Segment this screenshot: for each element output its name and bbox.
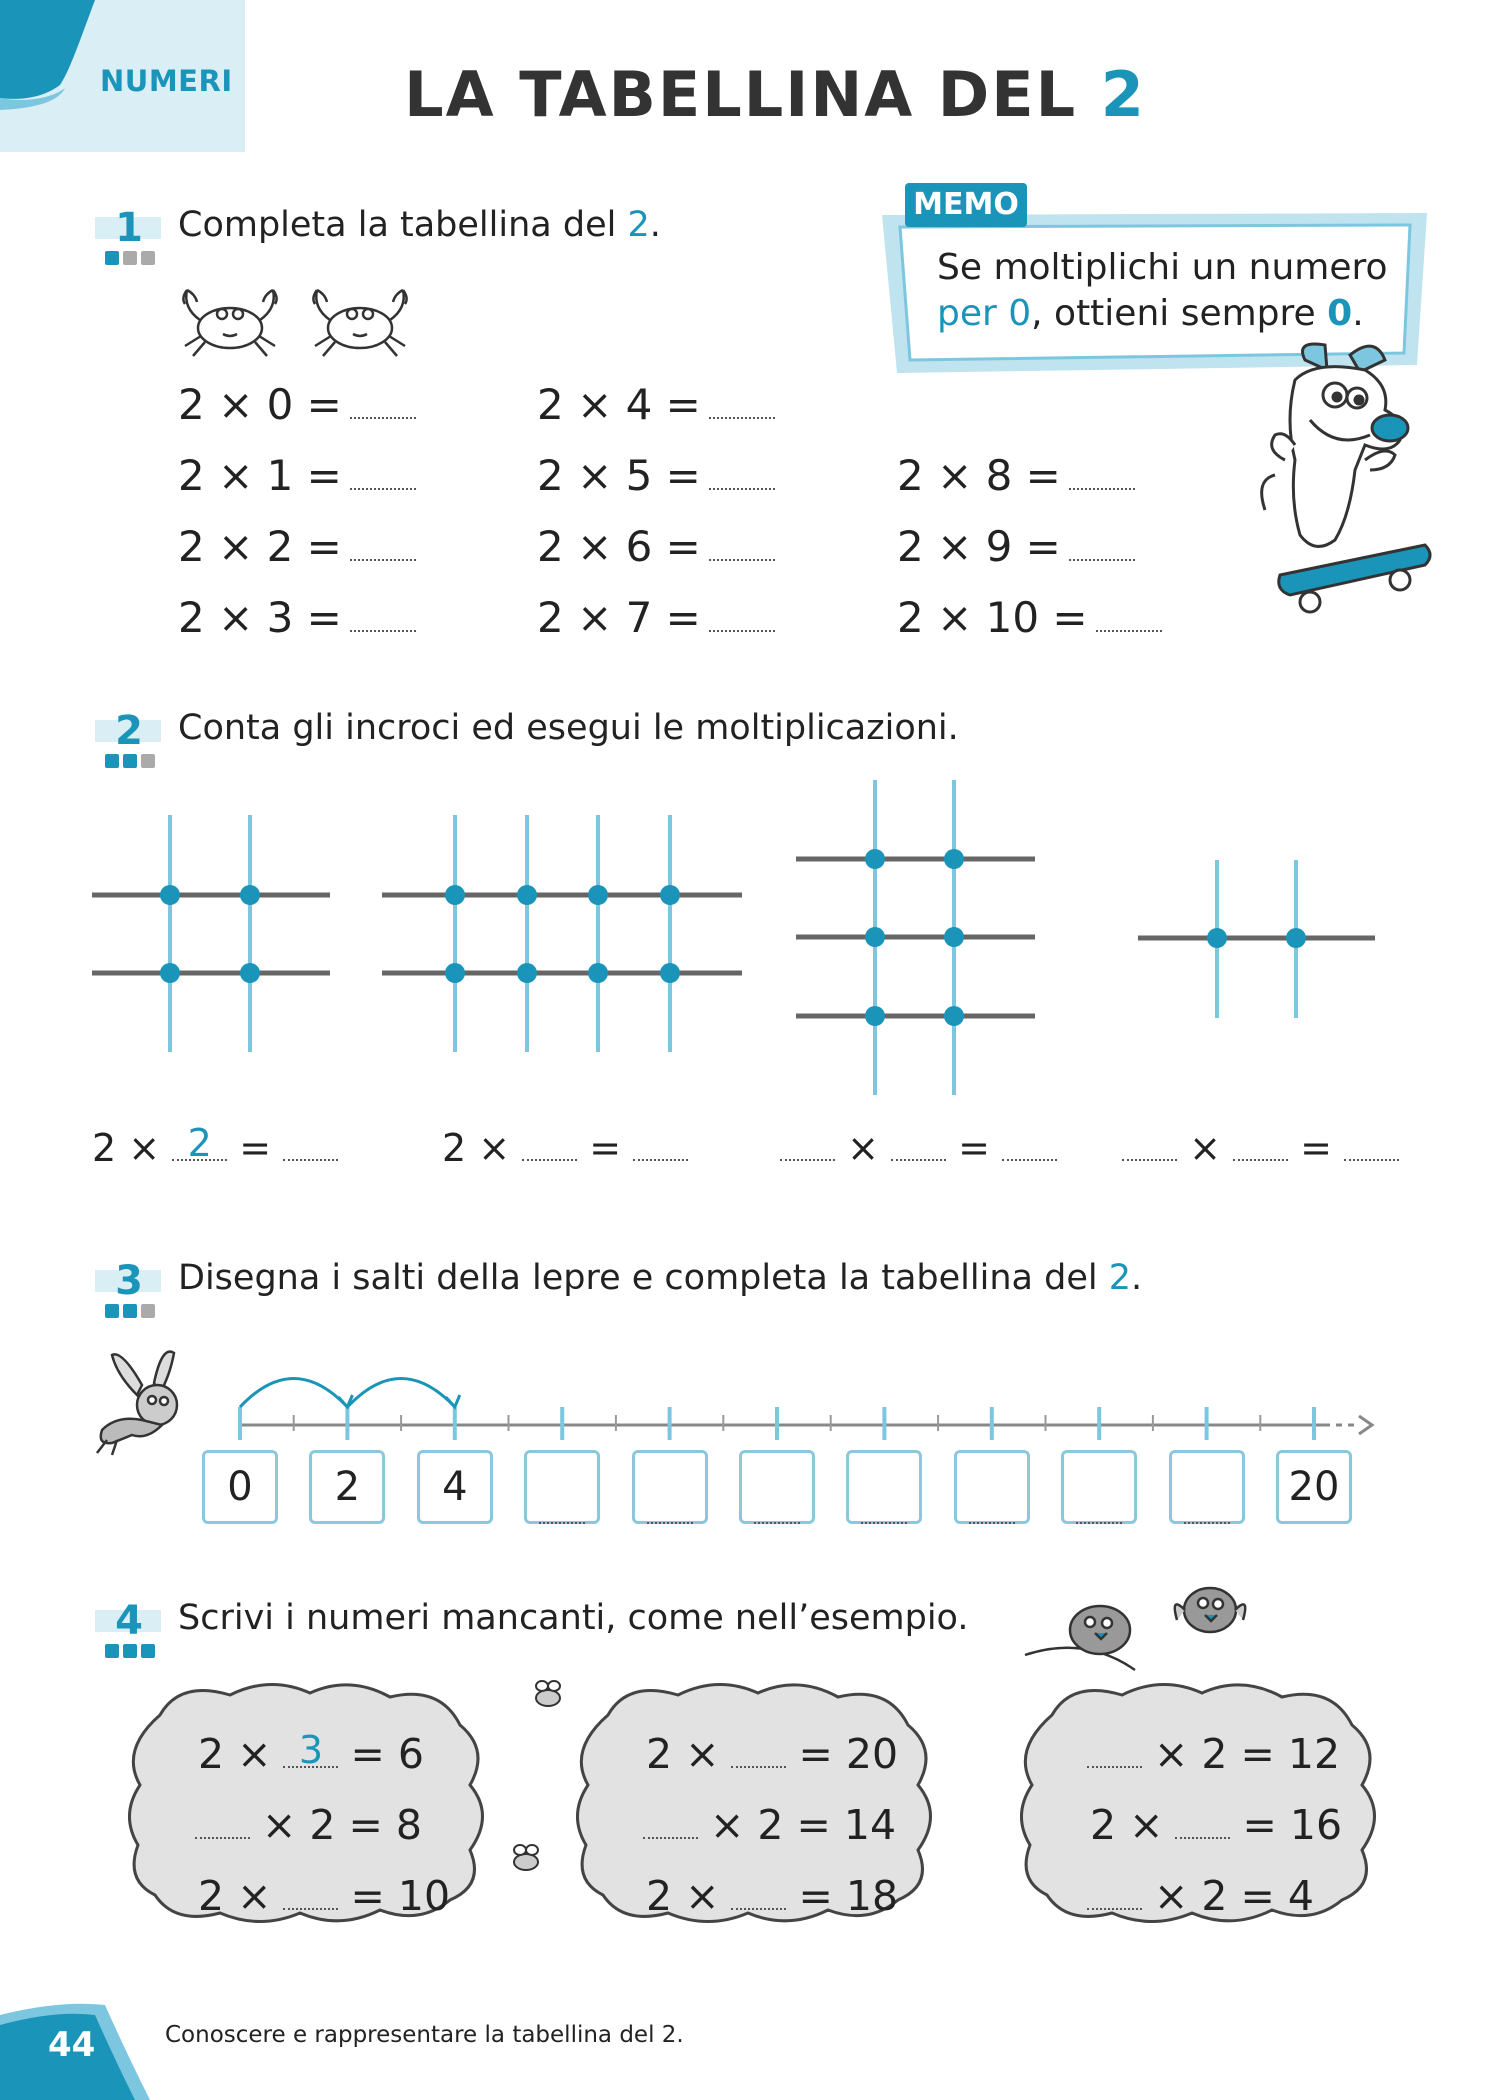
number-box-empty[interactable] <box>954 1450 1030 1524</box>
crossing-dot <box>240 963 260 983</box>
subject-label: NUMERI <box>100 64 233 98</box>
equation: 2 × 10 = <box>897 593 1162 664</box>
crossing-dot <box>660 885 680 905</box>
number-box-empty[interactable] <box>1061 1450 1137 1524</box>
grid-2-answer-label: 2 × = <box>442 1126 688 1170</box>
grid-3-answer-label: × = <box>780 1126 1057 1170</box>
number-box: 20 <box>1276 1450 1352 1524</box>
crossing-dot <box>240 885 260 905</box>
crossing-dot <box>445 885 465 905</box>
cloud-equation: × 2 = 14 <box>643 1801 896 1849</box>
birds-illustration <box>1015 1575 1255 1685</box>
jump-arc <box>240 1379 347 1408</box>
page-title <box>0 58 1500 131</box>
cloud-equation: 2 × = 16 <box>1090 1801 1343 1849</box>
crossing-dot <box>1286 928 1306 948</box>
equation: 2 × 2 = <box>178 522 416 593</box>
footer-caption: Conoscere e rappresentare la tabellina del 2. <box>165 2022 684 2048</box>
memo-text: Se moltiplichi un numero per 0, ottieni sempre 0. <box>937 247 1388 334</box>
bee-icon <box>506 1840 546 1876</box>
memo-title: MEMO <box>905 183 1027 227</box>
bee-icon <box>528 1676 568 1712</box>
number-box-empty[interactable] <box>1169 1450 1245 1524</box>
page-title-number: 2 <box>1100 58 1146 131</box>
blank-answer[interactable]: 3 <box>283 1766 338 1768</box>
number-box-empty[interactable] <box>524 1450 600 1524</box>
jump-arc <box>347 1379 454 1408</box>
crab-icon <box>313 290 406 356</box>
crossing-dot <box>1207 928 1227 948</box>
crossing-dot <box>160 885 180 905</box>
exercise-3-number: 3 <box>95 1258 163 1338</box>
number-box-empty[interactable] <box>632 1450 708 1524</box>
number-box-empty[interactable] <box>846 1450 922 1524</box>
number-box: 4 <box>417 1450 493 1524</box>
crossing-dot <box>660 963 680 983</box>
grid-4-answer-label: × = <box>1122 1126 1399 1170</box>
crossing-dot <box>944 927 964 947</box>
blank-answer[interactable] <box>731 1908 786 1910</box>
blank-answer[interactable] <box>1087 1908 1142 1910</box>
crossing-dot <box>865 849 885 869</box>
equation: 2 × 9 = <box>897 522 1162 593</box>
crossing-dot <box>944 1006 964 1026</box>
cloud-2 <box>568 1675 948 1940</box>
arrow-head-icon <box>1359 1416 1372 1434</box>
number-box: 2 <box>309 1450 385 1524</box>
crossing-dot <box>160 963 180 983</box>
page-number: 44 <box>48 2025 96 2065</box>
cloud-equation: 2 × 3 = 6 <box>198 1728 424 1778</box>
crabs-illustration <box>175 280 425 360</box>
equation: 2 × 8 = <box>897 451 1162 522</box>
crossing-grid-2 <box>382 815 742 1052</box>
crossing-grid-4 <box>1138 860 1375 1018</box>
exercise-1-instruction: Completa la tabellina del 2. <box>178 205 661 245</box>
exercise-4-number: 4 <box>95 1598 163 1678</box>
number-box-empty[interactable] <box>739 1450 815 1524</box>
exercise-1-number: 1 <box>95 205 163 285</box>
crossing-dot <box>517 885 537 905</box>
blank-answer[interactable] <box>1175 1837 1230 1839</box>
cloud-equation: × 2 = 12 <box>1087 1730 1340 1778</box>
crossing-dot <box>588 885 608 905</box>
blank-answer[interactable] <box>731 1766 786 1768</box>
cloud-equation: 2 × = 20 <box>646 1730 899 1778</box>
cloud-3 <box>1012 1675 1392 1940</box>
cloud-equation: × 2 = 4 <box>1087 1872 1314 1920</box>
hare-illustration <box>92 1345 202 1460</box>
crossing-grid-1 <box>92 815 330 1052</box>
crossing-dot <box>865 927 885 947</box>
number-box: 0 <box>202 1450 278 1524</box>
exercise-3-instruction: Disegna i salti della lepre e completa la tabellina del 2. <box>178 1258 1143 1298</box>
grid-1-factor-answer: 2 <box>172 1159 227 1161</box>
times-table-column-1 <box>178 380 416 664</box>
cloud-1 <box>120 1675 500 1940</box>
cloud-equation: × 2 = 8 <box>195 1801 422 1849</box>
crossing-dot <box>588 963 608 983</box>
equation: 2 × 7 = <box>537 593 775 664</box>
crossing-dot <box>517 963 537 983</box>
blank-answer[interactable] <box>283 1908 338 1910</box>
equation: 2 × 6 = <box>537 522 775 593</box>
blank-answer[interactable] <box>1087 1766 1142 1768</box>
equation: 2 × 0 = <box>178 380 416 451</box>
crab-icon <box>183 290 276 356</box>
times-table-column-2 <box>537 380 775 664</box>
blank-answer[interactable] <box>195 1837 250 1839</box>
page-title-text: LA TABELLINA DEL <box>404 58 1078 131</box>
blank-answer[interactable] <box>643 1837 698 1839</box>
grid-1-answer-label: 2 × 2 = <box>92 1126 338 1170</box>
crossing-dot <box>944 849 964 869</box>
crossing-grid-3 <box>796 780 1035 1095</box>
equation: 2 × 1 = <box>178 451 416 522</box>
jump-arrow-icon <box>446 1395 460 1407</box>
equation: 2 × 3 = <box>178 593 416 664</box>
cloud-equation: 2 × = 18 <box>646 1872 899 1920</box>
crossing-dot <box>445 963 465 983</box>
exercise-4-instruction: Scrivi i numeri mancanti, come nell’esempio. <box>178 1598 969 1638</box>
equation: 2 × 4 = <box>537 380 775 451</box>
times-table-column-3 <box>897 451 1162 664</box>
exercise-2-number: 2 <box>95 708 163 788</box>
exercise-2-instruction: Conta gli incroci ed esegui le moltiplicazioni. <box>178 708 959 748</box>
dog-skateboard-illustration <box>1255 340 1445 620</box>
number-line <box>200 1360 1410 1440</box>
crossing-dot <box>865 1006 885 1026</box>
crossing-lines-diagrams <box>0 770 1500 1110</box>
cloud-equation: 2 × = 10 <box>198 1872 451 1920</box>
equation: 2 × 5 = <box>537 451 775 522</box>
